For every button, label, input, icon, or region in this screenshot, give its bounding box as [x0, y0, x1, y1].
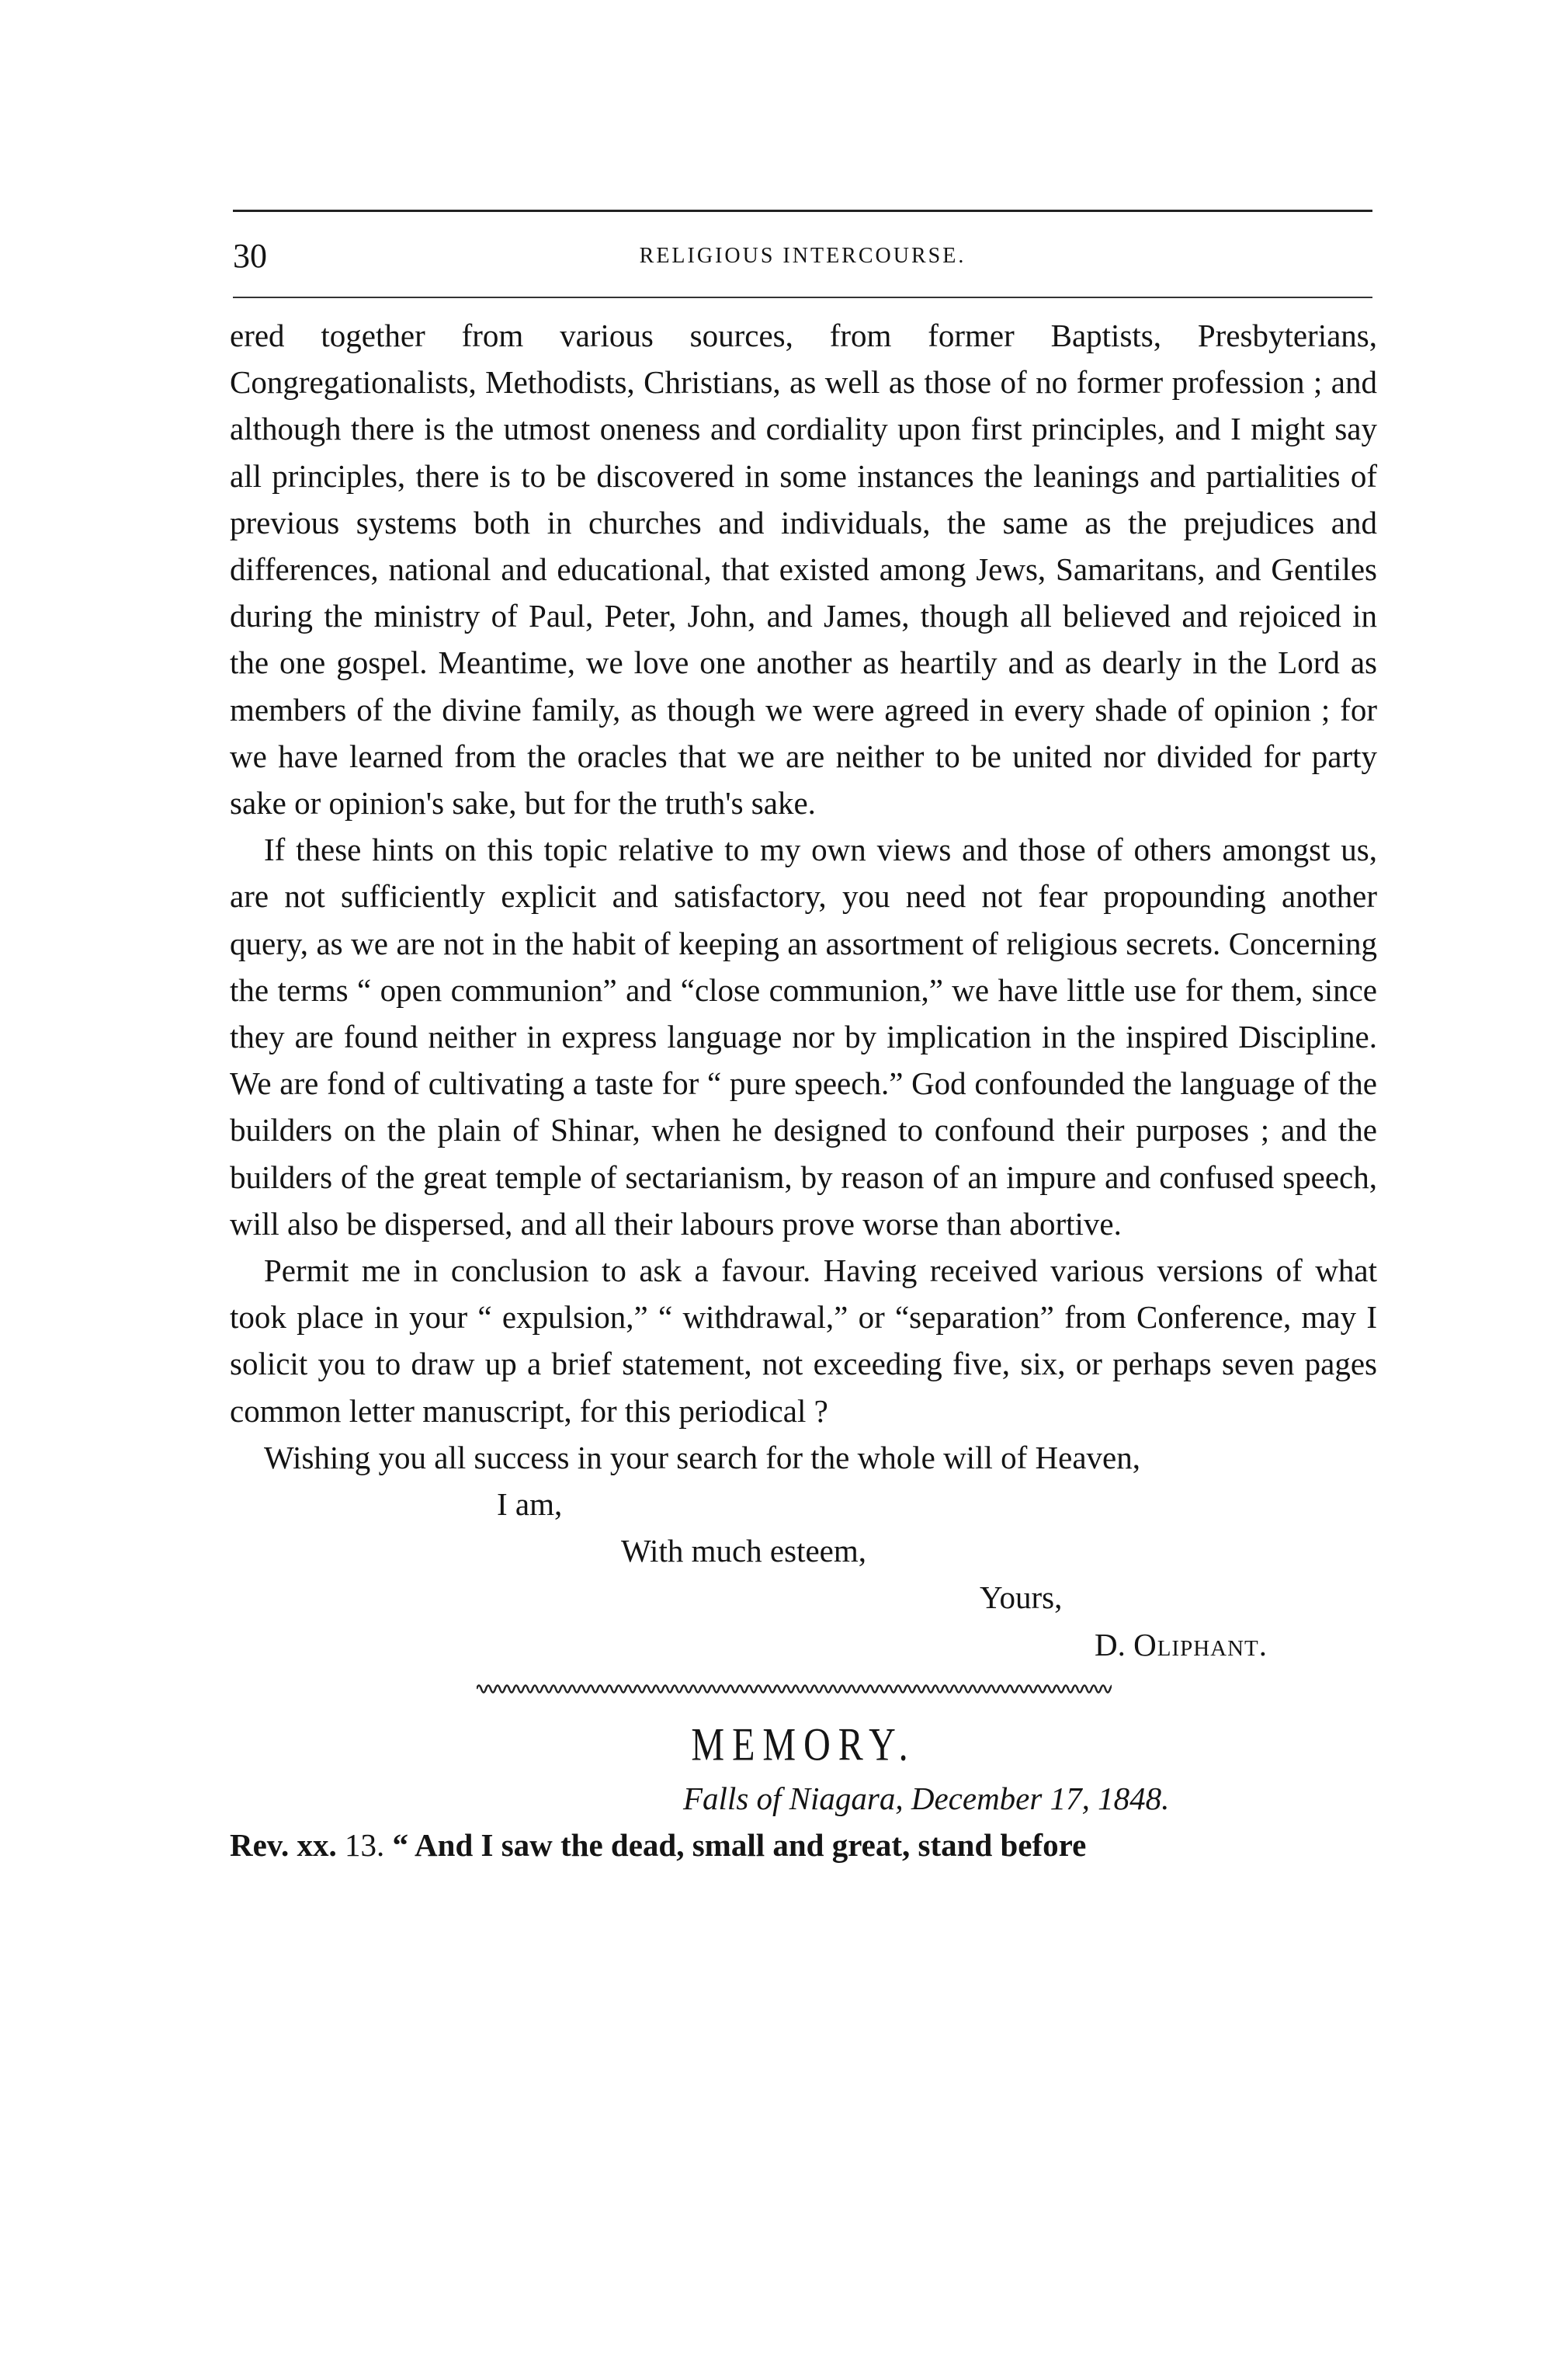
closing-line: I am,: [497, 1486, 563, 1523]
signature-initial: D.: [1095, 1626, 1126, 1663]
page-number: 30: [233, 237, 267, 275]
dateline: Falls of Niagara, December 17, 1848.: [683, 1780, 1170, 1816]
epigraph: [230, 1822, 1377, 1868]
section-title: MEMORY.: [691, 1718, 916, 1771]
closing-line: Yours,: [980, 1579, 1063, 1616]
signature-name: [230, 1621, 1377, 1668]
paragraph: Permit me in conclusion to ask a favour. Having received various versions of what took place in your “ expulsion,” “ withdrawal,” or “separation” from Conference, may I solicit you to draw up a brief statement, not exceeding five, six, or perhaps seven pages common letter manuscript, for this periodical ?: [230, 1253, 1377, 1429]
epigraph-text: “ And I saw the dead, small and great, stand before: [392, 1826, 1087, 1863]
signature-surname: Oliphant.: [1133, 1626, 1268, 1663]
scripture-reference: Rev. xx.: [230, 1826, 337, 1863]
paragraph: Wishing you all success in your search for the whole will of Heaven,: [264, 1439, 1140, 1475]
paragraph: ered together from various sources, from former Baptists, Presbyterians, Congregationalists, Methodists, Christians, as well as those of no former profession ; and although there is the utmost oneness and cordiality upon first principles, and I might say all principles, there is to be discovered in some instances the leanings and partialities of previous systems both in churches and individuals, the same as the prejudices and differences, national and educational, that existed among Jews, Samaritans, and Gentiles during the ministry of Paul, Peter, John, and James, though all believed and rejoiced in the one gospel. Meantime, we love one another as heartily and as dearly in the Lord as members of the divine family, as though we were agreed in every shade of opinion ; for we have learned from the oracles that we are neither to be united nor divided for party sake or opinion's sake, but for the truth's sake.: [230, 318, 1377, 822]
paragraph: If these hints on this topic relative to my own views and those of others amongst us, are not sufficiently explicit and satisfactory, you need not fear propounding another query, as we are not in the habit of keeping an assortment of religious secrets. Concerning the terms “ open communion” and “close communion,” we have little use for them, since they are found neither in express language nor by implication in the inspired Discipline. We are fond of cultivating a taste for “ pure speech.” God confounded the language of the builders on the plain of Shinar, when he designed to confound their purposes ; and the builders of the great temple of sectarianism, by reason of an impure and confused speech, will also be dispersed, and all their labours prove worse than abortive.: [230, 832, 1377, 1242]
body-text: [230, 312, 1377, 1868]
header-rule: [233, 297, 1372, 298]
wavy-rule-ornament: [477, 1679, 1112, 1699]
running-head: RELIGIOUS INTERCOURSE.: [639, 244, 966, 268]
scripture-verse: 13.: [345, 1826, 385, 1863]
top-rule: [233, 210, 1372, 212]
page-header: [233, 233, 1372, 280]
closing-line: With much esteem,: [621, 1533, 867, 1569]
